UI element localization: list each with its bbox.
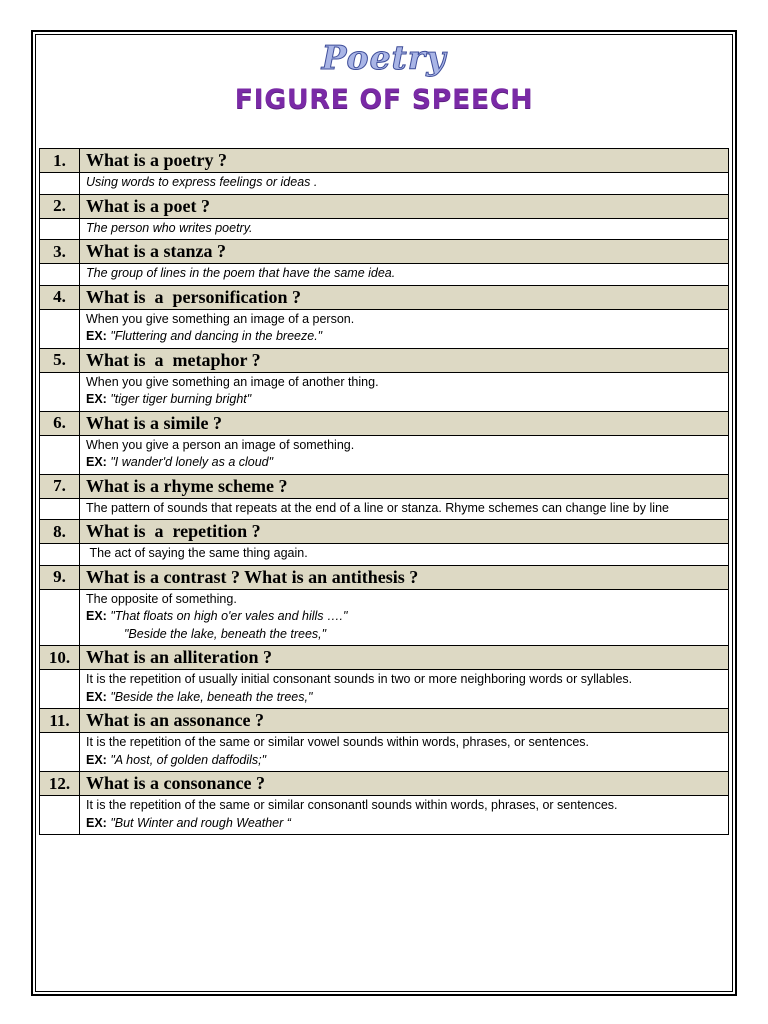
question-text: What is a metaphor ? [80, 348, 729, 372]
example-label: EX: [86, 455, 107, 469]
example-label: EX: [86, 815, 107, 830]
example-line [86, 689, 722, 707]
answer-row [40, 670, 729, 709]
answer-row [40, 218, 729, 240]
example-text-2: "Beside the lake, beneath the trees," [124, 626, 327, 641]
question-row [40, 709, 729, 733]
question-number: 10. [40, 646, 80, 670]
example-text: "tiger tiger burning bright" [110, 392, 252, 406]
answer-cell [80, 670, 729, 709]
answer-number-cell [40, 264, 80, 286]
answer-number-cell [40, 309, 80, 348]
answer-text: The pattern of sounds that repeats at the end of a line or stanza. Rhyme schemes can change line by line [80, 498, 729, 520]
example-label: EX: [86, 689, 107, 704]
question-number: 1. [40, 149, 80, 173]
answer-cell [80, 435, 729, 474]
question-row [40, 348, 729, 372]
example-line [86, 391, 722, 409]
qa-table [39, 148, 729, 835]
answer-number-cell [40, 498, 80, 520]
answer-number-cell [40, 733, 80, 772]
answer-row [40, 589, 729, 646]
answer-cell [80, 589, 729, 646]
answer-row [40, 733, 729, 772]
example-label: EX: [86, 329, 107, 343]
answer-text: The group of lines in the poem that have the same idea. [80, 264, 729, 286]
example-line-2 [86, 626, 722, 644]
question-number: 8. [40, 520, 80, 544]
answer-text: Using words to express feelings or ideas . [80, 173, 729, 195]
answer-number-cell [40, 589, 80, 646]
question-number: 9. [40, 565, 80, 589]
question-row [40, 240, 729, 264]
example-label: EX: [86, 609, 107, 623]
question-text: What is a personification ? [80, 285, 729, 309]
question-row [40, 194, 729, 218]
question-text: What is a poetry ? [80, 149, 729, 173]
answer-text: The act of saying the same thing again. [80, 544, 729, 566]
question-number: 3. [40, 240, 80, 264]
answer-row [40, 796, 729, 835]
answer-text: It is the repetition of the same or similar consonantl sounds within words, phrases, or sentences. [86, 798, 618, 812]
example-line [86, 752, 722, 770]
question-row [40, 285, 729, 309]
answer-row [40, 372, 729, 411]
answer-number-cell [40, 435, 80, 474]
answer-cell [80, 372, 729, 411]
answer-text: It is the repetition of usually initial consonant sounds in two or more neighboring words or syllables. [86, 672, 633, 686]
example-text: "But Winter and rough Weather “ [110, 815, 291, 830]
answer-text: It is the repetition of the same or similar vowel sounds within words, phrases, or sentences. [86, 735, 590, 749]
question-text: What is an assonance ? [80, 709, 729, 733]
question-text: What is a repetition ? [80, 520, 729, 544]
answer-row [40, 309, 729, 348]
question-number: 6. [40, 411, 80, 435]
answer-number-cell [40, 796, 80, 835]
answer-number-cell [40, 173, 80, 195]
answer-number-cell [40, 218, 80, 240]
answer-number-cell [40, 670, 80, 709]
example-text: "Fluttering and dancing in the breeze." [110, 329, 323, 343]
question-text: What is an alliteration ? [80, 646, 729, 670]
question-number: 2. [40, 194, 80, 218]
answer-cell [80, 309, 729, 348]
example-text: "Beside the lake, beneath the trees," [110, 689, 313, 704]
question-number: 4. [40, 285, 80, 309]
example-text: "That floats on high o'er vales and hills …." [110, 609, 348, 623]
question-row [40, 565, 729, 589]
question-text: What is a poet ? [80, 194, 729, 218]
example-line [86, 608, 722, 626]
answer-text: The person who writes poetry. [80, 218, 729, 240]
example-line [86, 328, 722, 346]
answer-cell [80, 796, 729, 835]
question-row [40, 411, 729, 435]
question-text: What is a consonance ? [80, 772, 729, 796]
answer-number-cell [40, 372, 80, 411]
example-line [86, 815, 722, 833]
answer-row [40, 435, 729, 474]
question-text: What is a stanza ? [80, 240, 729, 264]
question-number: 11. [40, 709, 80, 733]
example-label: EX: [86, 392, 107, 406]
example-text: "A host, of golden daffodils;" [110, 752, 267, 767]
answer-row [40, 173, 729, 195]
answer-row [40, 264, 729, 286]
question-text: What is a contrast ? What is an antithesis ? [80, 565, 729, 589]
answer-text: When you give something an image of another thing. [86, 374, 379, 389]
example-text: "I wander'd lonely as a cloud" [110, 455, 274, 469]
question-number: 5. [40, 348, 80, 372]
example-label: EX: [86, 752, 107, 767]
answer-row [40, 544, 729, 566]
question-number: 7. [40, 474, 80, 498]
title-script: Poetry [321, 38, 447, 77]
answer-text: When you give a person an image of something. [86, 437, 355, 452]
question-row [40, 646, 729, 670]
question-row [40, 149, 729, 173]
question-row [40, 474, 729, 498]
answer-row [40, 498, 729, 520]
answer-text: When you give something an image of a person. [86, 311, 355, 326]
question-text: What is a rhyme scheme ? [80, 474, 729, 498]
answer-text: The opposite of something. [86, 591, 237, 606]
answer-number-cell [40, 544, 80, 566]
question-row [40, 520, 729, 544]
question-row [40, 772, 729, 796]
answer-cell [80, 733, 729, 772]
question-number: 12. [40, 772, 80, 796]
example-line [86, 454, 722, 472]
question-text: What is a simile ? [80, 411, 729, 435]
page-title: FIGURE OF SPEECH [234, 84, 534, 115]
